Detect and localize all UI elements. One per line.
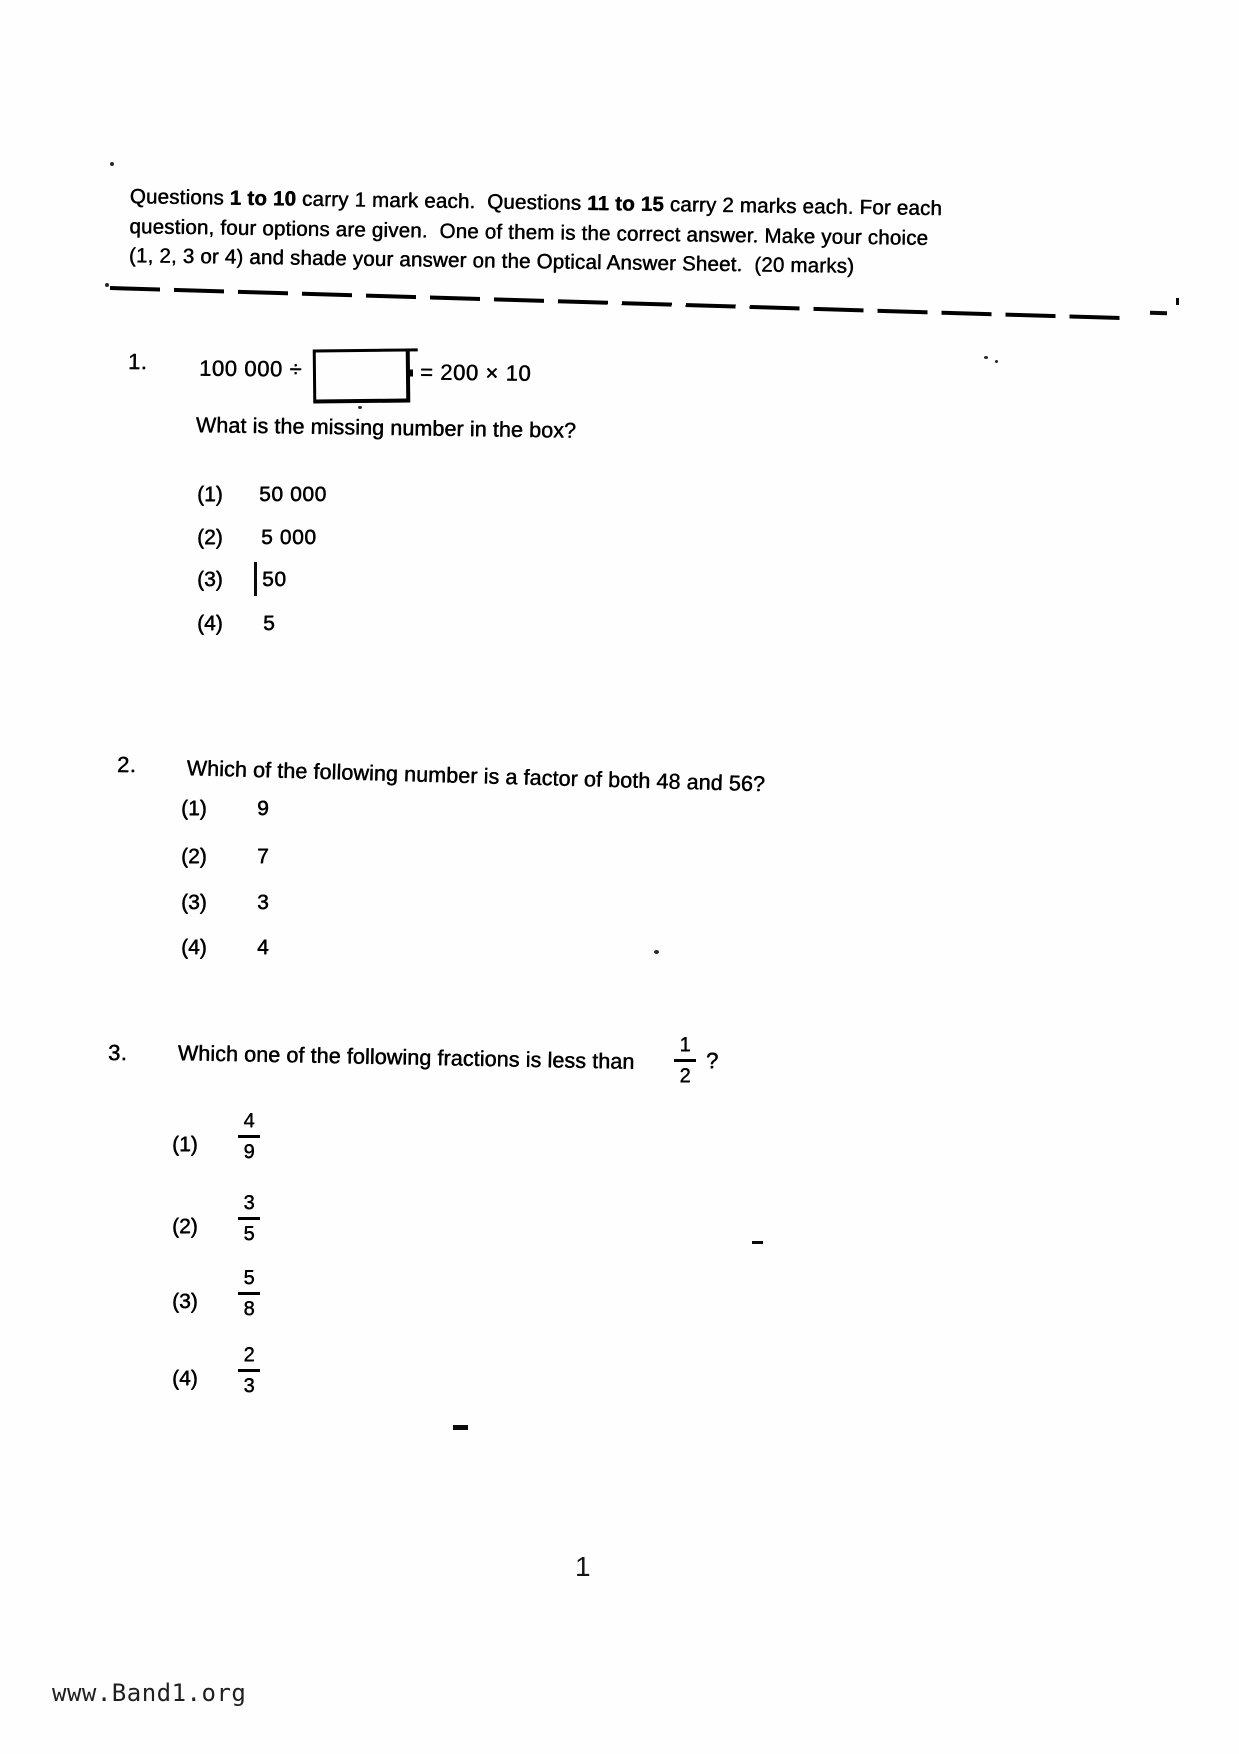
instructions-line-3: (1, 2, 3 or 4) and shade your answer on the Optical Answer Sheet. (20 marks) [128, 243, 855, 278]
question-3-option-2-fraction [234, 1192, 264, 1245]
question-3-option-1-fraction [234, 1110, 264, 1163]
option-value: 5 000 [261, 526, 317, 549]
question-1-option-4 [197, 612, 437, 638]
fraction-numerator: 1 [679, 1034, 691, 1056]
question-1-equation-lhs: 100 000 ÷ [198, 355, 303, 382]
fraction-bar [238, 1369, 260, 1372]
scan-speckle [1176, 298, 1179, 305]
question-1-option-3 [197, 568, 437, 594]
scan-speckle [453, 1425, 468, 1430]
option-value: 7 [257, 845, 270, 868]
question-3-stem: Which one of the following fractions is less than [177, 1041, 635, 1074]
scan-stroke [409, 369, 413, 376]
question-2-option-4 [181, 936, 341, 962]
question-1-option-1 [197, 483, 437, 509]
fraction-numerator: 5 [243, 1267, 255, 1289]
scan-speckle [984, 356, 988, 359]
fraction-bar [238, 1217, 260, 1220]
question-2-option-3 [181, 891, 341, 917]
instructions-bold-range: 11 to 15 [586, 191, 665, 216]
question-1-number: 1. [127, 348, 148, 375]
question-3-option-4-marker: (4) [172, 1367, 198, 1390]
fraction-denominator: 2 [679, 1065, 691, 1087]
option-marker: (2) [197, 526, 223, 549]
question-3-option-2-marker: (2) [172, 1215, 198, 1238]
question-3-option-4-fraction [234, 1344, 264, 1397]
question-3-option-3-fraction [234, 1267, 264, 1320]
scan-stroke [406, 348, 418, 351]
question-3-stem-question-mark: ? [706, 1048, 719, 1073]
fraction-denominator: 3 [243, 1375, 255, 1397]
question-3-option-3-marker: (3) [172, 1290, 198, 1313]
page-number: 1 [575, 1551, 591, 1582]
separator-end-dash [1150, 311, 1167, 316]
option-value: 50 000 [259, 483, 327, 506]
question-1-equation-rhs: = 200 × 10 [419, 359, 532, 386]
question-3-option-1-marker: (1) [172, 1133, 198, 1156]
fraction-bar [238, 1292, 260, 1295]
option-value: 50 [262, 568, 287, 591]
option-value: 3 [257, 891, 270, 914]
instructions-text: carry 1 mark each. Questions [295, 187, 588, 215]
instructions-block [129, 182, 1070, 284]
option-marker: (3) [197, 568, 223, 591]
question-2-option-2 [181, 845, 341, 871]
scan-speckle [752, 1241, 763, 1244]
instructions-text: Questions [129, 184, 230, 210]
instructions-bold-range: 1 to 10 [229, 186, 297, 211]
fraction-bar [238, 1135, 260, 1138]
question-1-stem: What is the missing number in the box? [195, 413, 577, 443]
question-2-stem: Which of the following number is a factor of both 48 and 56? [186, 756, 766, 797]
fraction-numerator: 3 [243, 1192, 255, 1214]
scan-speckle [110, 162, 114, 166]
scan-speckle [654, 950, 659, 954]
option-marker: (1) [181, 797, 207, 820]
fraction-denominator: 5 [243, 1223, 255, 1245]
fraction-denominator: 8 [243, 1298, 255, 1320]
question-1-option-2 [197, 526, 437, 552]
answer-box [313, 348, 411, 403]
instructions-text: carry 2 marks each. For each [663, 192, 943, 221]
fraction-denominator: 9 [243, 1141, 255, 1163]
scan-speckle [995, 360, 998, 363]
option-marker: (2) [181, 845, 207, 868]
option-value: 9 [257, 797, 270, 820]
question-3-stem-fraction [670, 1034, 700, 1087]
option-value: 4 [257, 936, 270, 959]
option-marker: (3) [181, 891, 207, 914]
option-value: 5 [263, 612, 276, 635]
option-marker: (1) [197, 483, 223, 506]
separator-line [110, 286, 1122, 320]
fraction-numerator: 2 [243, 1344, 255, 1366]
fraction-numerator: 4 [243, 1110, 255, 1132]
question-2-number: 2. [116, 751, 137, 778]
scan-speckle [105, 283, 109, 287]
scan-speckle [358, 406, 362, 409]
question-2-option-1 [181, 797, 341, 823]
fraction-bar [674, 1059, 696, 1062]
question-3-number: 3. [107, 1039, 128, 1066]
instructions-line-2: question, four options are given. One of them is the correct answer. Make your choice [129, 214, 929, 250]
option-marker: (4) [181, 936, 207, 959]
footer-site-label: www.Band1.org [52, 1679, 247, 1707]
option-marker: (4) [197, 612, 223, 635]
